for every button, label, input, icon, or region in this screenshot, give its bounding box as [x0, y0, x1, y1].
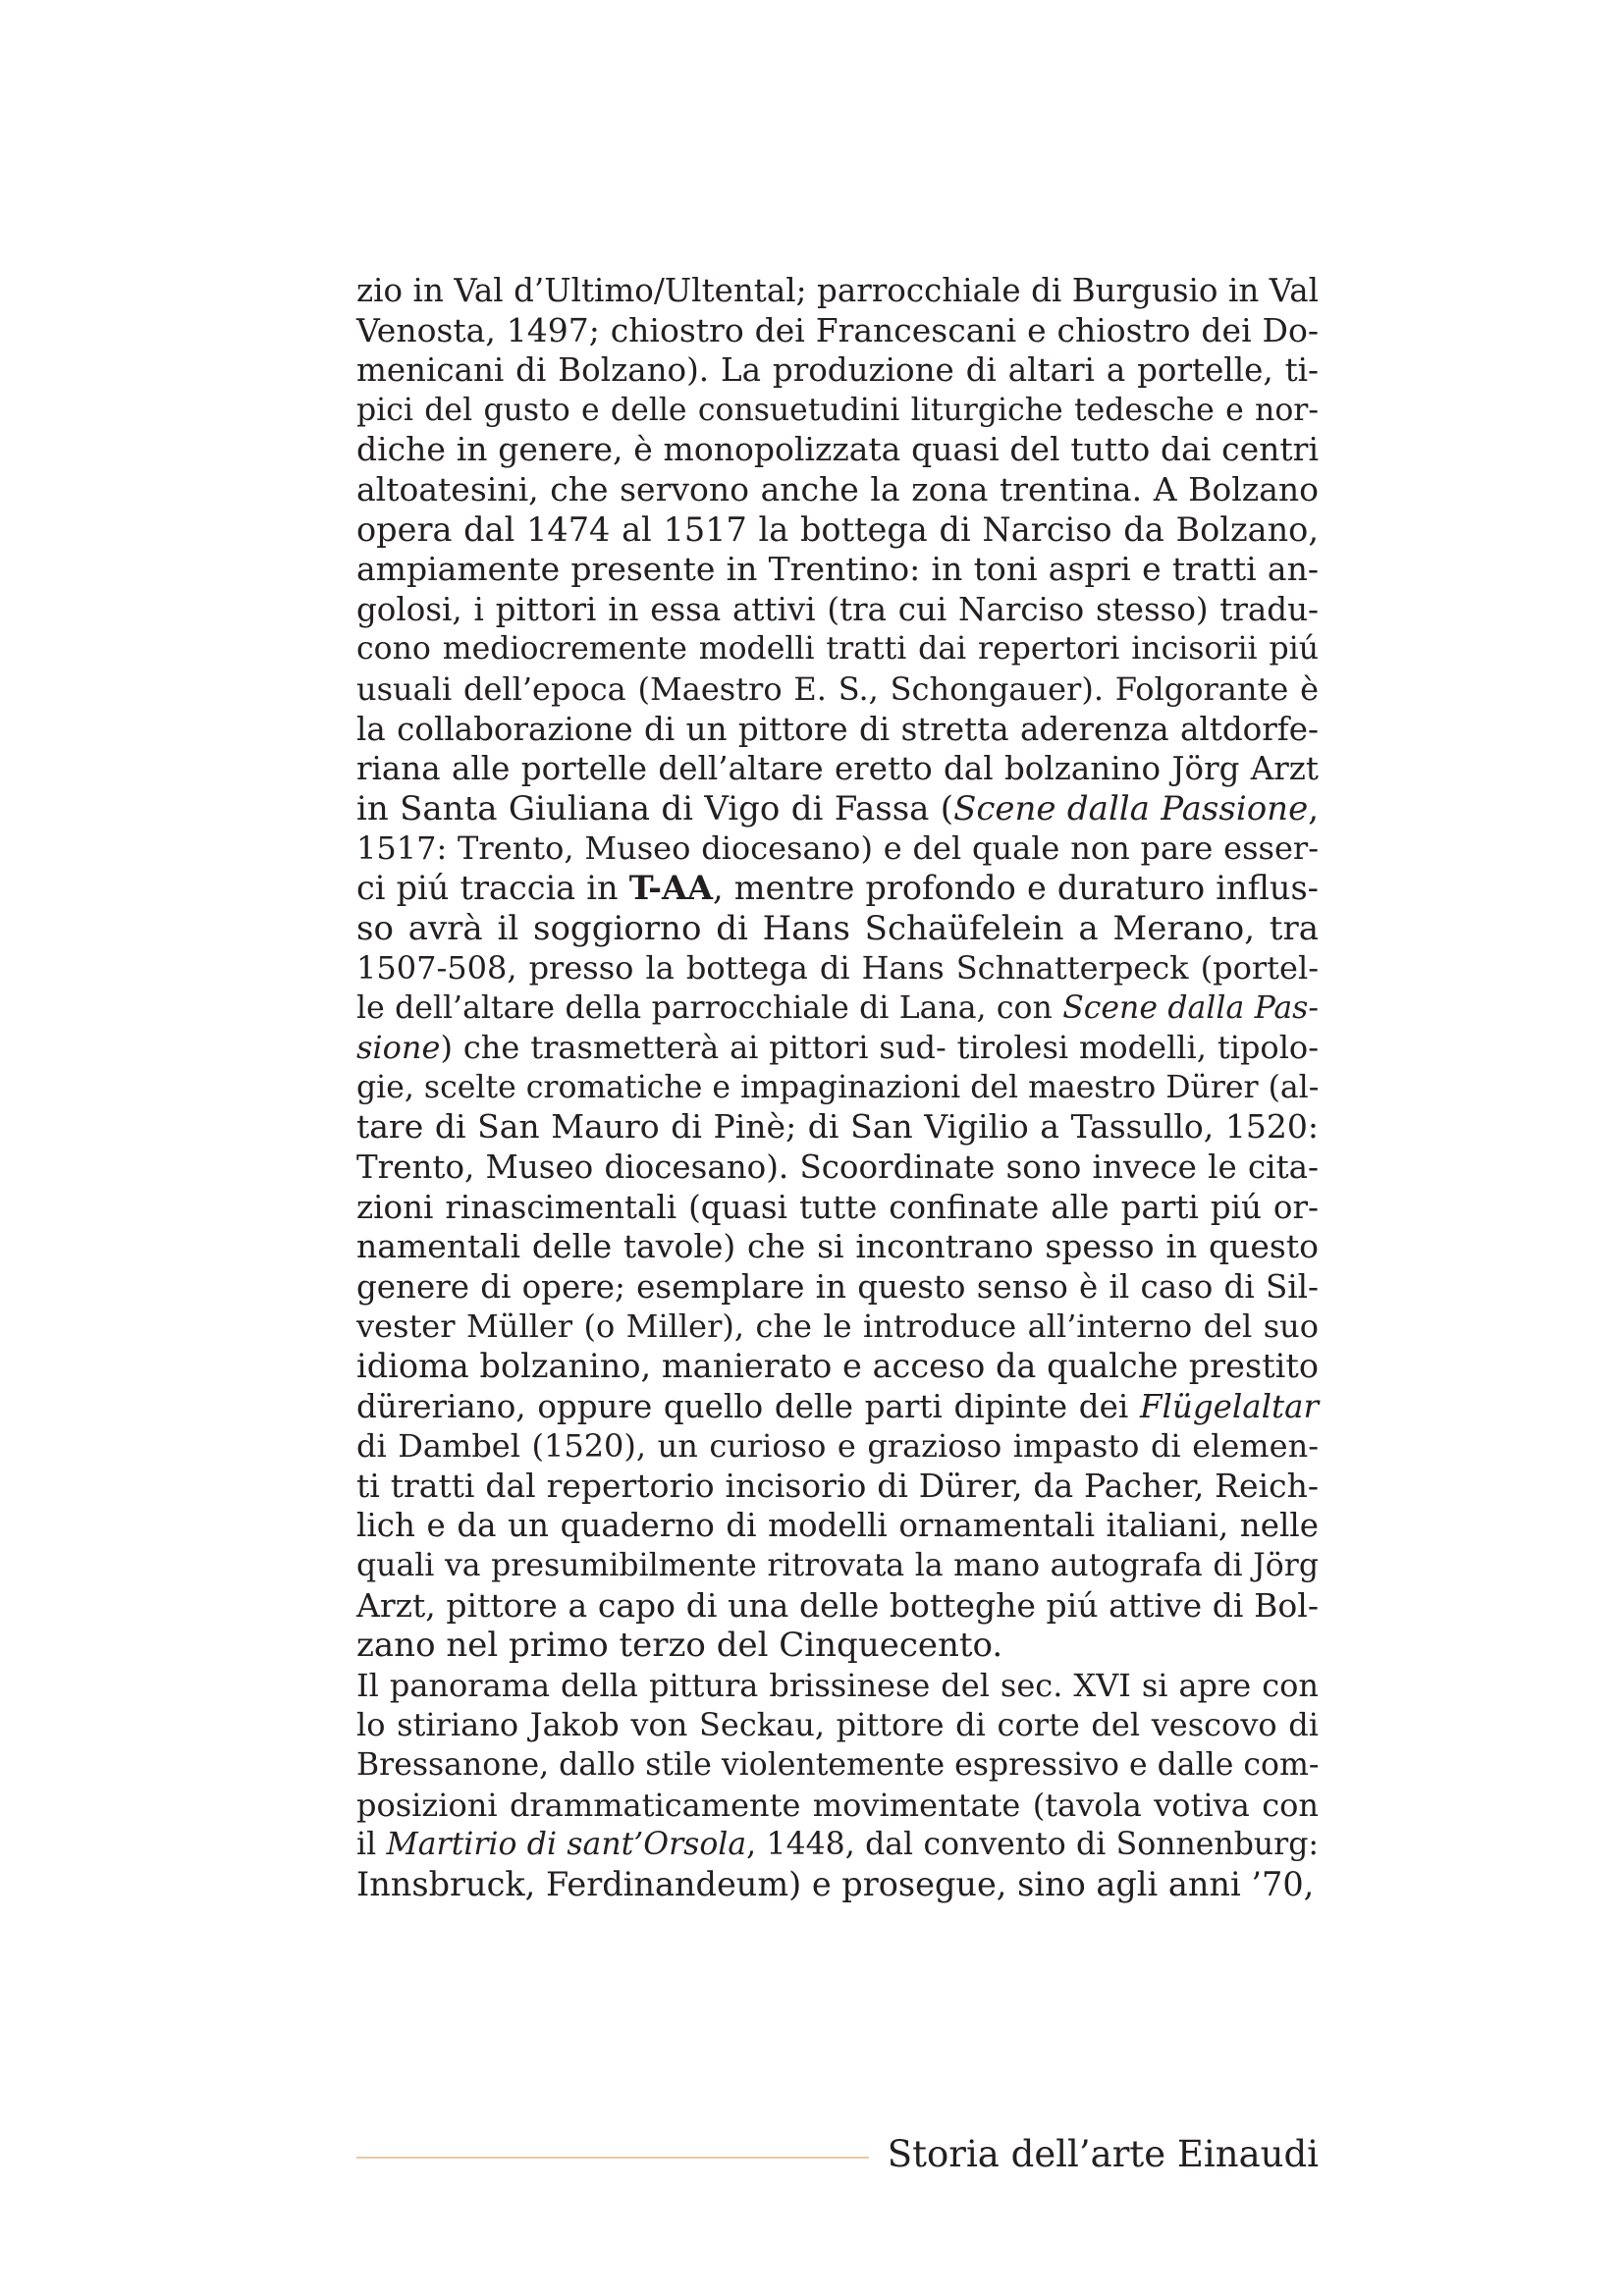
text-run: T-AA — [628, 868, 714, 907]
text-line — [356, 391, 1319, 431]
text-run: namentali delle tavole) che si incontrano spesso in questo — [356, 1227, 1319, 1266]
text-line — [356, 550, 1319, 590]
text-run: le dell’altare della parrocchiale di Lana, con — [356, 989, 1063, 1026]
text-line — [356, 1546, 1319, 1586]
text-run: posizioni drammaticamente movimentate (tavola votiva con — [356, 1786, 1319, 1824]
text-line — [356, 1786, 1319, 1826]
body-text — [356, 271, 1319, 1904]
text-run: di Dambel (1520), un curioso e grazioso impasto di elemen- — [356, 1427, 1319, 1466]
text-run: ci piú traccia in — [356, 868, 629, 907]
text-line — [356, 430, 1319, 470]
text-line — [356, 510, 1319, 551]
text-run: Innsbruck, Ferdinandeum) e prosegue, sino agli anni ’70, — [356, 1864, 1315, 1903]
text-line — [356, 1825, 1319, 1865]
text-line — [356, 1387, 1319, 1427]
text-run: ampiamente presente in Trentino: in toni aspri e tratti an- — [356, 550, 1319, 589]
text-run: Trento, Museo diocesano). Scoordinate sono invece le cita- — [356, 1148, 1319, 1187]
text-line — [356, 988, 1319, 1029]
text-run: menicani di Bolzano). La produzione di altari a portelle, ti- — [356, 351, 1319, 390]
text-line — [356, 1865, 1319, 1905]
text-run: Venosta, 1497; chiostro dei Francescani e chiostro dei Do- — [356, 310, 1319, 349]
text-run: Arzt, pittore a capo di una delle botteghe piú attive di Bol- — [356, 1585, 1319, 1625]
text-run: vester Müller (o Miller), che le introduce all’interno del suo — [356, 1308, 1319, 1346]
text-run: lo stiriano Jakob von Seckau, pittore di corte del vescovo di — [356, 1706, 1319, 1744]
text-line — [356, 1307, 1319, 1347]
footer-title: Storia dell’arte Einaudi — [887, 2133, 1319, 2175]
text-run: diche in genere, è monopolizzata quasi del tutto dai centri — [356, 430, 1319, 469]
text-line — [356, 1347, 1319, 1387]
text-run: idioma bolzanino, manierato e acceso da qualche prestito — [356, 1347, 1319, 1386]
text-line — [356, 789, 1319, 829]
text-line — [356, 909, 1319, 949]
text-line — [356, 350, 1319, 391]
text-run: gie, scelte cromatiche e impaginazioni del maestro Dürer (al- — [356, 1069, 1320, 1105]
text-line — [356, 1107, 1319, 1148]
text-line — [356, 1426, 1319, 1467]
text-run: zioni rinascimentali (quasi tutte confinate alle parti piú or- — [356, 1188, 1319, 1226]
text-line — [356, 1467, 1319, 1507]
text-run: Scene dalla Passione — [953, 788, 1309, 828]
text-line — [356, 1028, 1319, 1068]
text-line — [356, 1586, 1319, 1627]
text-run: , — [1308, 788, 1319, 828]
text-line — [356, 470, 1319, 510]
text-run: ) che trasmetterà ai pittori sud- tirolesi modelli, tipolo- — [440, 1029, 1319, 1067]
text-run: Bressanone, dallo stile violentemente espressivo e dalle com- — [356, 1746, 1320, 1783]
text-run: so avrà il soggiorno di Hans Schaüfelein a Merano, tra — [356, 908, 1319, 948]
text-line — [356, 710, 1319, 750]
text-run: zano nel primo terzo del Cinquecento. — [356, 1626, 1003, 1666]
text-line — [356, 1068, 1319, 1108]
text-line — [356, 629, 1319, 669]
text-run: Flügelaltar — [1139, 1387, 1319, 1425]
text-line — [356, 1227, 1319, 1267]
text-run: pici del gusto e delle consuetudini liturgiche tedesche e nor- — [356, 392, 1319, 428]
text-run: usuali dell’epoca (Maestro E. S., Schongauer). Folgorante è — [356, 669, 1319, 708]
text-line — [356, 1148, 1319, 1188]
text-run: la collaborazione di un pittore di stretta aderenza altdorfe- — [356, 710, 1319, 748]
text-run: sione — [356, 1029, 441, 1067]
text-line — [356, 1506, 1319, 1546]
text-line — [356, 1626, 1319, 1666]
text-run: düreriano, oppure quello delle parti dipinte dei — [356, 1387, 1140, 1425]
text-line — [356, 669, 1319, 710]
text-run: tare di San Mauro di Pinè; di San Vigilio a Tassullo, 1520: — [356, 1107, 1319, 1147]
text-line — [356, 1666, 1319, 1706]
text-run: Martirio di sant’Orsola — [386, 1827, 747, 1863]
text-run: 1517: Trento, Museo diocesano) e del quale non pare esser- — [356, 829, 1319, 868]
text-run: opera dal 1474 al 1517 la bottega di Narciso da Bolzano, — [356, 509, 1319, 549]
text-run: in Santa Giuliana di Vigo di Fassa ( — [356, 788, 954, 828]
text-run: quali va presumibilmente ritrovata la mano autografa di Jörg — [356, 1548, 1319, 1583]
text-run: ti tratti dal repertorio incisorio di Dürer, da Pacher, Reich- — [356, 1466, 1319, 1505]
text-line — [356, 828, 1319, 869]
text-line — [356, 1267, 1319, 1308]
text-line — [356, 311, 1319, 351]
text-run: , mentre profondo e duraturo influs- — [713, 868, 1319, 907]
text-run: golosi, i pittori in essa attivi (tra cui Narciso stesso) tradu- — [356, 590, 1319, 628]
footer-rule — [356, 2157, 869, 2159]
text-line — [356, 869, 1319, 909]
text-run: cono mediocremente modelli tratti dai repertori incisorii piú — [356, 631, 1319, 667]
text-run: Scene dalla Pas- — [1062, 989, 1319, 1026]
text-run: Il panorama della pittura brissinese del sec. XVI si apre con — [356, 1666, 1319, 1704]
text-run: genere di opere; esemplare in questo senso è il caso di Sil- — [356, 1267, 1319, 1306]
text-run: zio in Val d’Ultimo/Ultental; parrocchiale di Burgusio in Val — [356, 272, 1319, 309]
text-line — [356, 1745, 1319, 1786]
text-run: 1507-508, presso la bottega di Hans Schnatterpeck (portel- — [356, 949, 1319, 988]
text-run: lich e da un quaderno di modelli ornamentali italiani, nelle — [356, 1507, 1319, 1545]
text-line — [356, 1188, 1319, 1228]
text-run: riana alle portelle dell’altare eretto dal bolzanino Jörg Arzt — [356, 750, 1319, 788]
text-line — [356, 749, 1319, 789]
text-line — [356, 271, 1319, 311]
text-line — [356, 590, 1319, 630]
text-run: il — [356, 1827, 387, 1863]
text-line — [356, 948, 1319, 988]
text-line — [356, 1705, 1319, 1745]
text-run: , 1448, dal convento di Sonnenburg: — [746, 1827, 1319, 1863]
text-run: altoatesini, che servono anche la zona trentina. A Bolzano — [356, 469, 1319, 508]
